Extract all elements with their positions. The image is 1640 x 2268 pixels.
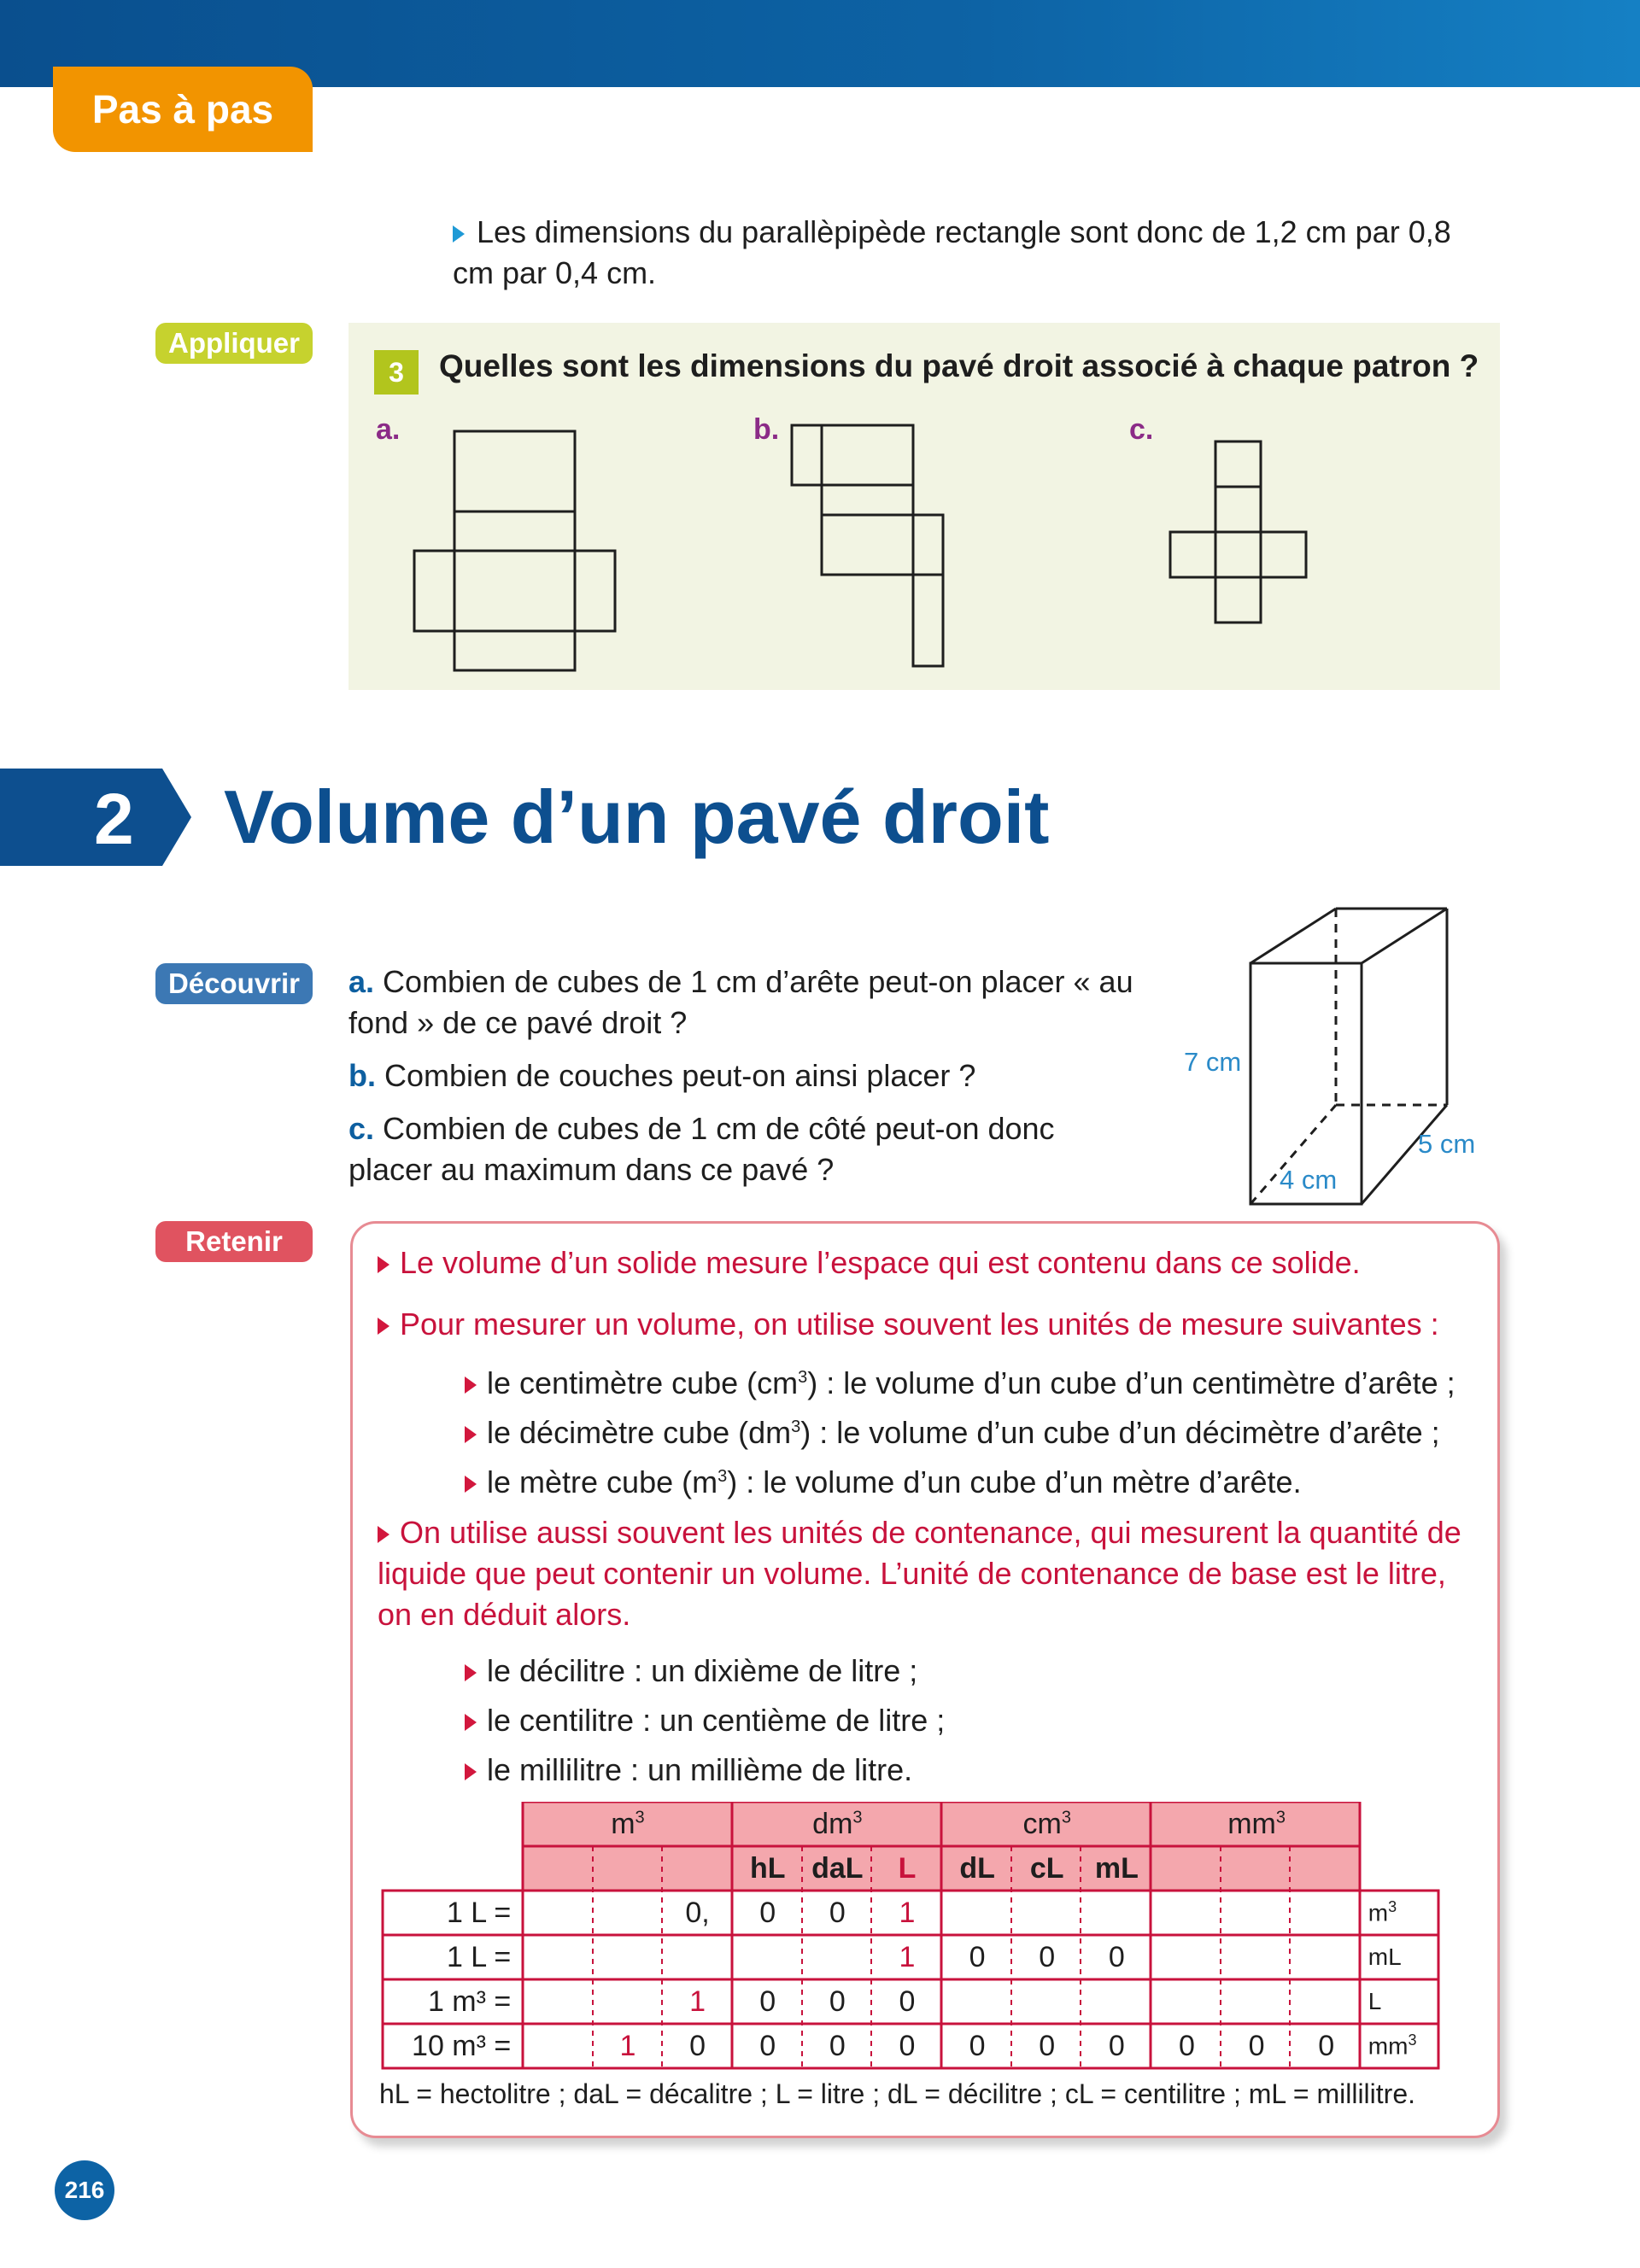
exercise-question: Quelles sont les dimensions du pavé droit associé à chaque patron ?: [439, 348, 1479, 383]
unit-item: le mètre cube $(m^3)$ : le volume d’un cube d’un mètre d’arête.: [465, 1456, 1490, 1503]
group-header: $mm^3$: [1227, 1807, 1286, 1840]
bullet-icon: [465, 1714, 477, 1731]
capacity-item: le millilitre : un millième de litre.: [465, 1750, 1404, 1791]
intro-paragraph: [453, 212, 1478, 294]
sub-header: mL: [1094, 1851, 1139, 1885]
bullet-icon: [465, 1664, 477, 1681]
unit-item: le décimètre cube $(dm^3)$ : le volume d’un cube d’un décimètre d’arête ;: [465, 1406, 1490, 1453]
section-number: 2: [94, 779, 134, 859]
sub-header: daL: [811, 1851, 864, 1885]
nets-figure: [348, 323, 1500, 690]
decouvrir-question-c: c. Combien de cubes de 1 cm de côté peut-on donc placer au maximum dans ce pavé ?: [348, 1111, 1055, 1187]
bullet-icon: [378, 1526, 390, 1543]
table-footnote: hL = hectolitre ; daL = décalitre ; L = litre ; dL = décilitre ; cL = centilitre ; mL = millilitre.: [379, 2078, 1415, 2109]
sub-header: hL: [749, 1851, 786, 1885]
net-c: [1170, 441, 1306, 623]
intro-text: Les dimensions du parallèpipède rectangle sont donc de 1,2 cm par 0,8 cm par 0,4 cm.: [453, 214, 1451, 290]
sub-header: L: [898, 1851, 917, 1885]
depth-label: 5 cm: [1418, 1129, 1476, 1159]
capacity-item: le décilitre : un dixième de litre ;: [465, 1651, 1404, 1692]
section-title: Volume d’un pavé droit: [224, 775, 1050, 859]
table-row: 1 L = 1 0 0 0 mL: [446, 1940, 1402, 1973]
unit-item: le centimètre cube $(cm^3)$ : le volume d’un cube d’un centimètre d’arête ;: [465, 1357, 1490, 1404]
bullet-icon: [378, 1256, 390, 1273]
pas-a-pas-badge: Pas à pas: [53, 67, 313, 152]
group-header: $m^3$: [611, 1807, 645, 1840]
bullet-icon: [465, 1476, 477, 1493]
bullet-icon: [378, 1318, 390, 1335]
appliquer-tag: Appliquer: [155, 323, 313, 364]
bullet-icon: [465, 1426, 477, 1443]
table-row: 10 m³ = 1 0 0 0 0 0 0 0 0 0 0 $mm^3$: [412, 2029, 1417, 2062]
conversion-table: [381, 1802, 1440, 2068]
sub-header: dL: [959, 1851, 995, 1885]
page-number: 216: [55, 2160, 114, 2220]
group-header: $dm^3$: [812, 1807, 863, 1840]
decouvrir-question-b: b. Combien de couches peut-on ainsi placer ?: [348, 1058, 976, 1093]
decouvrir-question-a: a. Combien de cubes de 1 cm d’arête peut-on placer « au fond » de ce pavé droit ?: [348, 964, 1133, 1040]
bullet-icon: [465, 1377, 477, 1394]
sub-header: cL: [1029, 1851, 1064, 1885]
exercise-number: 3: [374, 350, 419, 395]
table-row: 1 L = 0, 0 0 1 $m^3$: [446, 1896, 1397, 1929]
bullet-icon: [465, 1763, 477, 1780]
decouvrir-tag: Découvrir: [155, 963, 313, 1004]
retenir-tag: Retenir: [155, 1221, 313, 1262]
net-label-a: a.: [376, 413, 401, 446]
width-label: 4 cm: [1280, 1165, 1338, 1195]
group-header: $cm^3$: [1022, 1807, 1071, 1840]
net-label-b: b.: [753, 413, 780, 446]
net-a: [414, 431, 615, 670]
height-label: 7 cm: [1184, 1047, 1242, 1077]
net-label-c: c.: [1129, 413, 1154, 446]
capacity-item: le centilitre : un centième de litre ;: [465, 1700, 1404, 1741]
table-row: 1 m³ = 1 0 0 0 L: [427, 1984, 1382, 2018]
net-b: [792, 425, 943, 666]
retenir-paragraph-3: On utilise aussi souvent les unités de contenance, qui mesurent la quantité de liquide que peut contenir un volume. L’unité de contenance de base est le litre, on en déduit alors.: [378, 1515, 1461, 1632]
retenir-paragraph-2: Pour mesurer un volume, on utilise souvent les unités de mesure suivantes :: [378, 1304, 1479, 1345]
retenir-paragraph-1: Le volume d’un solide mesure l’espace qui est contenu dans ce solide.: [378, 1242, 1479, 1283]
bullet-icon: [453, 225, 465, 243]
